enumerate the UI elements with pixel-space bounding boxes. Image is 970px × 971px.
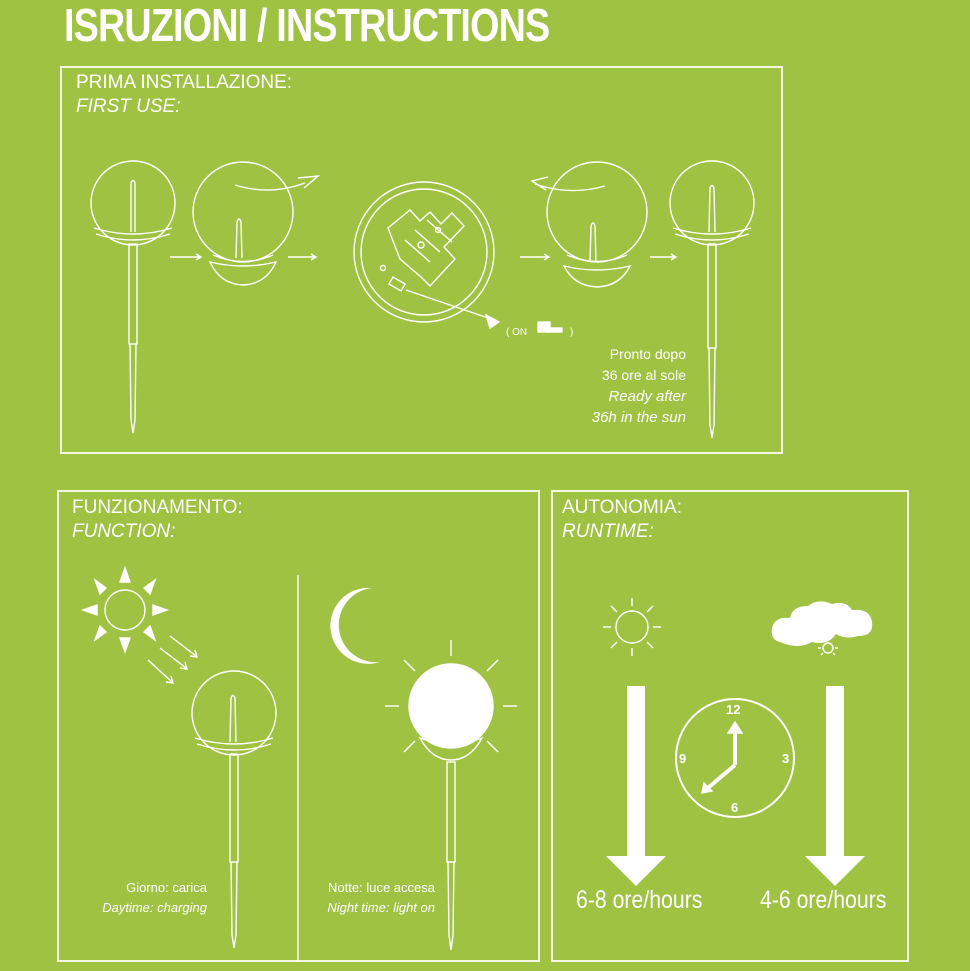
clock-numeral-12: 12 bbox=[726, 702, 741, 717]
clock-numeral-3: 3 bbox=[782, 751, 790, 766]
down-arrow-icon bbox=[805, 686, 865, 886]
globe-removal-icon bbox=[193, 162, 318, 285]
first-use-heading-en: FIRST USE: bbox=[76, 96, 181, 117]
solar-globe-stake-icon bbox=[91, 161, 175, 433]
right-arrow-icon bbox=[288, 254, 316, 260]
day-note-en: Daytime: charging bbox=[102, 900, 207, 915]
right-arrow-icon bbox=[520, 254, 549, 260]
page-title: ISRUZIONI / INSTRUCTIONS bbox=[64, 0, 550, 51]
ready-en-line2: 36h in the sun bbox=[591, 409, 686, 426]
day-note bbox=[102, 878, 207, 918]
moon-icon bbox=[330, 588, 380, 664]
night-note bbox=[327, 878, 435, 918]
right-arrow-icon bbox=[170, 254, 201, 260]
ready-en-line1: Ready after bbox=[608, 388, 686, 405]
sun-icon bbox=[603, 598, 661, 656]
switch-on-label: ( ON bbox=[506, 327, 528, 338]
sunny-runtime-hours: 6-8 ore/hours bbox=[576, 886, 703, 914]
right-arrow-icon bbox=[650, 254, 676, 260]
globe-replace-icon bbox=[532, 162, 647, 287]
clock-numeral-9: 9 bbox=[679, 751, 687, 766]
down-arrow-icon bbox=[606, 686, 666, 886]
night-note-it: Notte: luce accesa bbox=[328, 880, 435, 895]
night-note-en: Night time: light on bbox=[327, 900, 435, 915]
cloudy-runtime-hours: 4-6 ore/hours bbox=[760, 886, 887, 914]
cloud-icon bbox=[772, 601, 873, 655]
function-heading-en: FUNCTION: bbox=[72, 521, 176, 542]
function-heading-it: FUNZIONAMENTO: bbox=[72, 497, 243, 518]
runtime-heading-it: AUTONOMIA: bbox=[562, 497, 682, 518]
clock-numeral-6: 6 bbox=[731, 800, 739, 815]
sun-icon bbox=[83, 568, 167, 652]
runtime-heading-en: RUNTIME: bbox=[562, 521, 654, 542]
sunlight-arrows-icon bbox=[148, 636, 197, 683]
ready-it-line2: 36 ore al sole bbox=[601, 367, 686, 383]
ready-it-line1: Pronto dopo bbox=[609, 346, 686, 362]
ready-note bbox=[592, 344, 686, 428]
day-note-it: Giorno: carica bbox=[126, 880, 207, 895]
first-use-heading-it: PRIMA INSTALLAZIONE: bbox=[76, 72, 293, 93]
switch-on-label-end: ) bbox=[570, 327, 574, 338]
